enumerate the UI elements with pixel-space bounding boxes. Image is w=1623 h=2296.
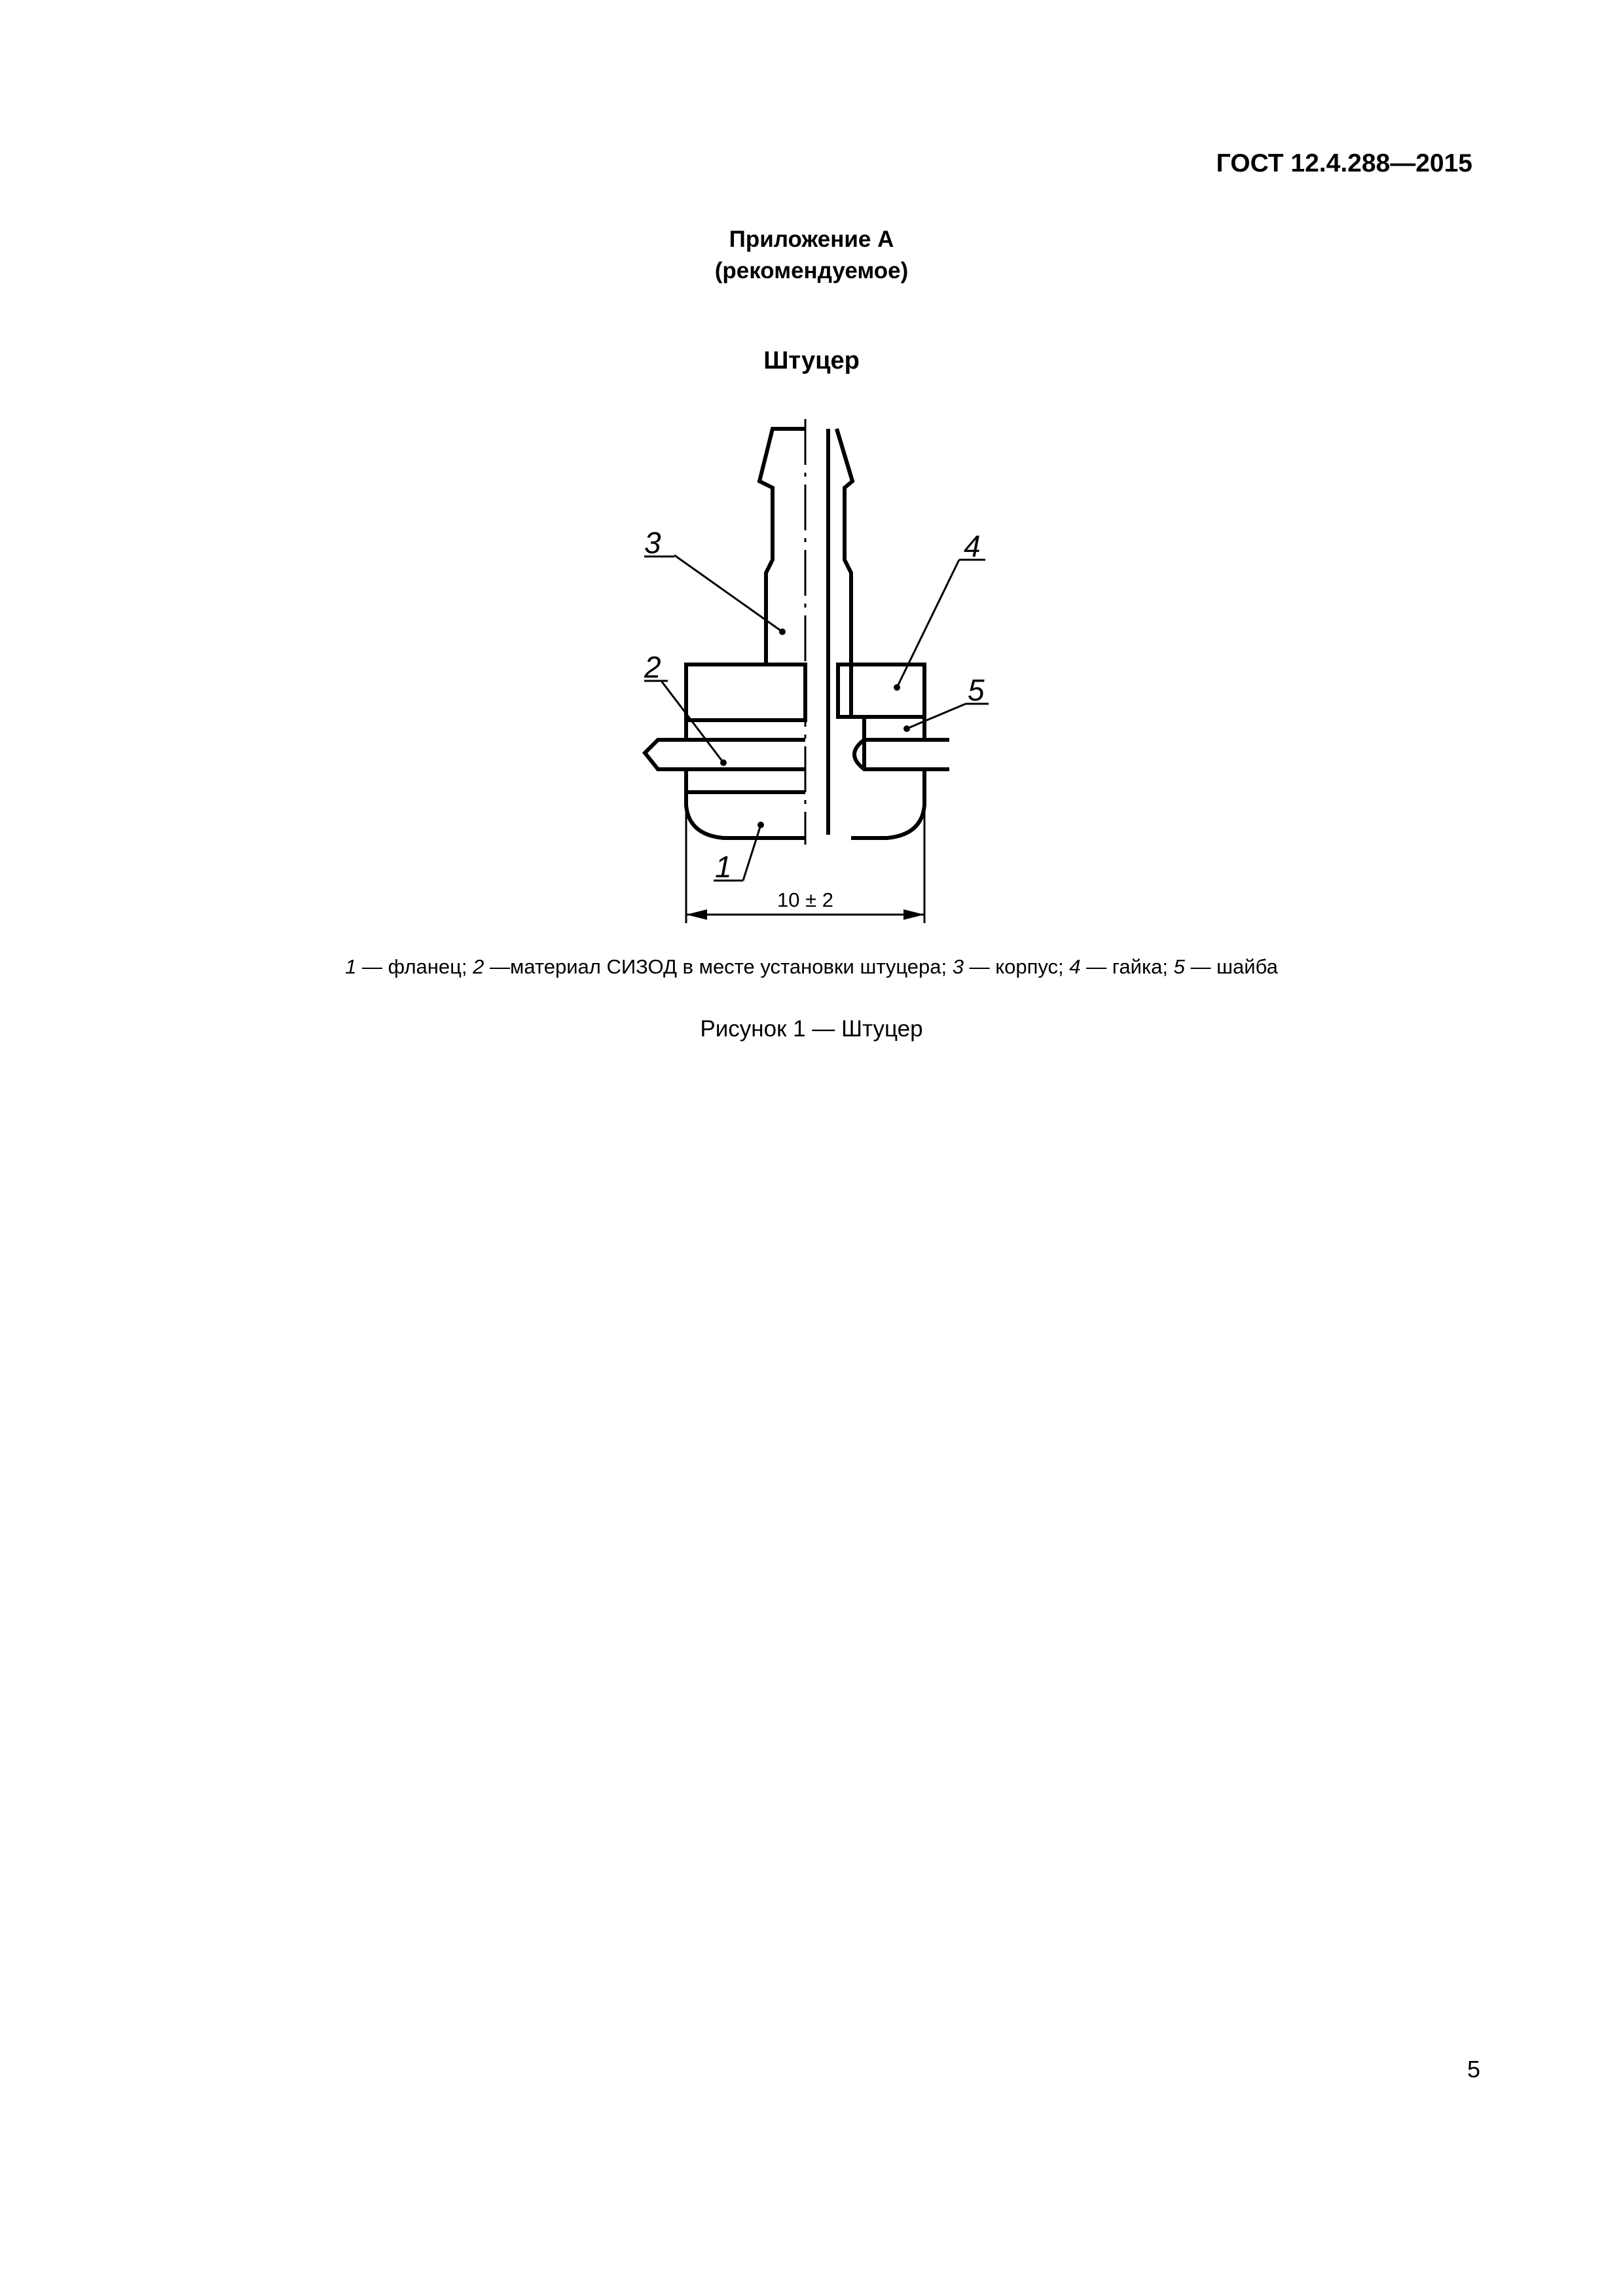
callout-1: 1 xyxy=(715,850,732,884)
dimension-label: 10 ± 2 xyxy=(777,888,833,911)
legend-num-3: 3 xyxy=(952,955,964,978)
legend-text-2: —материал СИЗОД в месте установки штуцера; xyxy=(484,955,953,978)
document-code: ГОСТ 12.4.288—2015 xyxy=(1216,149,1472,177)
callout-3: 3 xyxy=(644,526,661,560)
figure-title: Штуцер xyxy=(763,347,860,374)
material-right xyxy=(854,740,949,769)
legend-num-1: 1 xyxy=(345,955,357,978)
legend-num-2: 2 xyxy=(473,955,484,978)
callout-5: 5 xyxy=(968,673,985,707)
figure-caption: Рисунок 1 — Штуцер xyxy=(700,1016,923,1042)
callout-2: 2 xyxy=(644,650,661,684)
bore-line-right xyxy=(837,429,852,481)
legend-text-5: — шайба xyxy=(1184,955,1278,978)
flange-outline xyxy=(686,769,805,838)
appendix-title: Приложение А xyxy=(729,227,894,252)
flange-block-upper xyxy=(686,665,805,720)
callout-4: 4 xyxy=(964,529,981,563)
figure-legend xyxy=(0,955,1623,979)
appendix-subtitle: (рекомендуемое) xyxy=(714,258,909,283)
legend-text-3: — корпус; xyxy=(963,955,1070,978)
legend-text-4: — гайка; xyxy=(1080,955,1174,978)
washer-outline xyxy=(864,717,924,740)
legend-num-5: 5 xyxy=(1173,955,1185,978)
legend-text-1: — фланец; xyxy=(356,955,473,978)
fitting-drawing xyxy=(0,0,1623,949)
page-number: 5 xyxy=(1467,2056,1480,2083)
flange-outline-right xyxy=(851,769,924,838)
legend-num-4: 4 xyxy=(1069,955,1081,978)
